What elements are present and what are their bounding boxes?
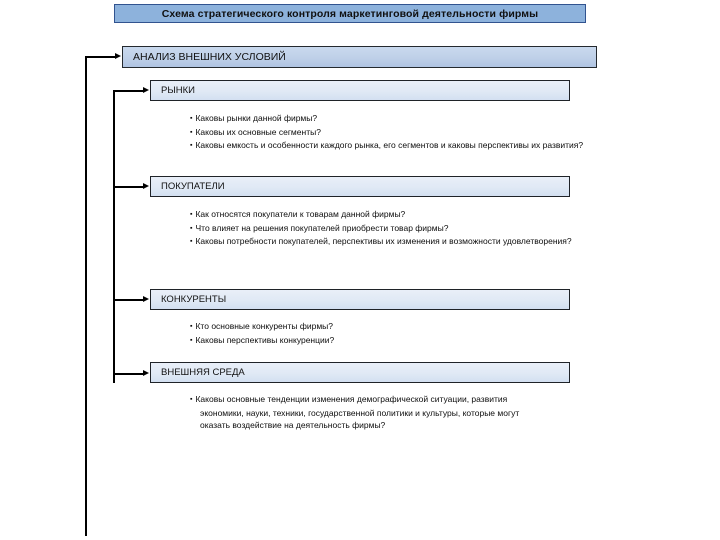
sections-vertical-line [113,90,115,383]
bullet-item [190,222,630,236]
bullet-item [190,320,630,334]
bullet-item [190,112,630,126]
bullet-marker-icon: ▪ [190,323,193,330]
section-header-markets[interactable] [150,80,570,101]
bullet-text: Как относятся покупатели к товарам данной фирмы? [195,209,406,219]
section-header-environment[interactable] [150,362,570,383]
bullet-marker-icon: ▪ [190,211,193,218]
bullet-item [190,126,630,140]
bullet-item [190,235,630,249]
section-header-markets-label: РЫНКИ [161,85,195,96]
connector-environment-horizontal [113,373,145,375]
level1-label: АНАЛИЗ ВНЕШНИХ УСЛОВИЙ [133,51,286,63]
bullet-marker-icon: ▪ [190,238,193,246]
connector-markets-arrow [143,87,149,93]
bullet-text: Каковы перспективы конкуренции? [195,334,335,345]
bullet-text: Каковы рынки данной фирмы? [195,113,318,123]
section-header-buyers[interactable] [150,176,570,197]
bullet-marker-icon: ▪ [190,128,193,136]
section-bullets-markets [190,112,630,153]
bullet-marker-icon: ▪ [190,336,193,344]
bullet-text: Кто основные конкуренты фирмы? [195,321,333,331]
connector-level1-arrow [115,53,121,59]
section-header-competitors-label: КОНКУРЕНТЫ [161,294,227,305]
section-header-buyers-label: ПОКУПАТЕЛИ [161,181,225,192]
connector-competitors-arrow [143,296,149,302]
connector-environment-arrow [143,370,149,376]
section-header-environment-label: ВНЕШНЯЯ СРЕДА [161,367,245,378]
connector-buyers-horizontal [113,186,145,188]
level1-box-external-conditions[interactable] [122,46,597,68]
connector-markets-horizontal [113,90,145,92]
connector-competitors-horizontal [113,299,145,301]
connector-buyers-arrow [143,183,149,189]
bullet-text: Каковы основные тенденции изменения демографической ситуации, развития экономики, науки, техники, государственной политики и культуры, которые могут оказать воздействие на деятельность фирмы? [195,394,522,431]
bullet-item [190,139,630,153]
bullet-item [190,208,630,222]
trunk-vertical-line [85,56,87,536]
connector-level1-horizontal [85,56,117,58]
bullet-marker-icon: ▪ [190,115,193,122]
bullet-marker-icon: ▪ [190,142,193,150]
section-bullets-competitors [190,320,630,347]
bullet-item [190,393,550,432]
bullet-item [190,334,630,348]
section-header-competitors[interactable] [150,289,570,310]
diagram-title-box [114,4,586,23]
section-bullets-buyers [190,208,630,249]
bullet-marker-icon: ▪ [190,224,193,232]
diagram-title-text: Схема стратегического контроля маркетинговой деятельности фирмы [161,7,539,20]
bullet-text: Каковы емкость и особенности каждого рынка, его сегментов и каковы перспективы их развития? [195,140,584,151]
bullet-text: Каковы их основные сегменты? [195,126,321,137]
bullet-marker-icon: ▪ [190,396,193,403]
bullet-text: Что влияет на решения покупателей приобрести товар фирмы? [195,222,449,233]
bullet-text: Каковы потребности покупателей, перспективы их изменения и возможности удовлетворения? [195,236,572,247]
section-bullets-environment [190,393,550,432]
